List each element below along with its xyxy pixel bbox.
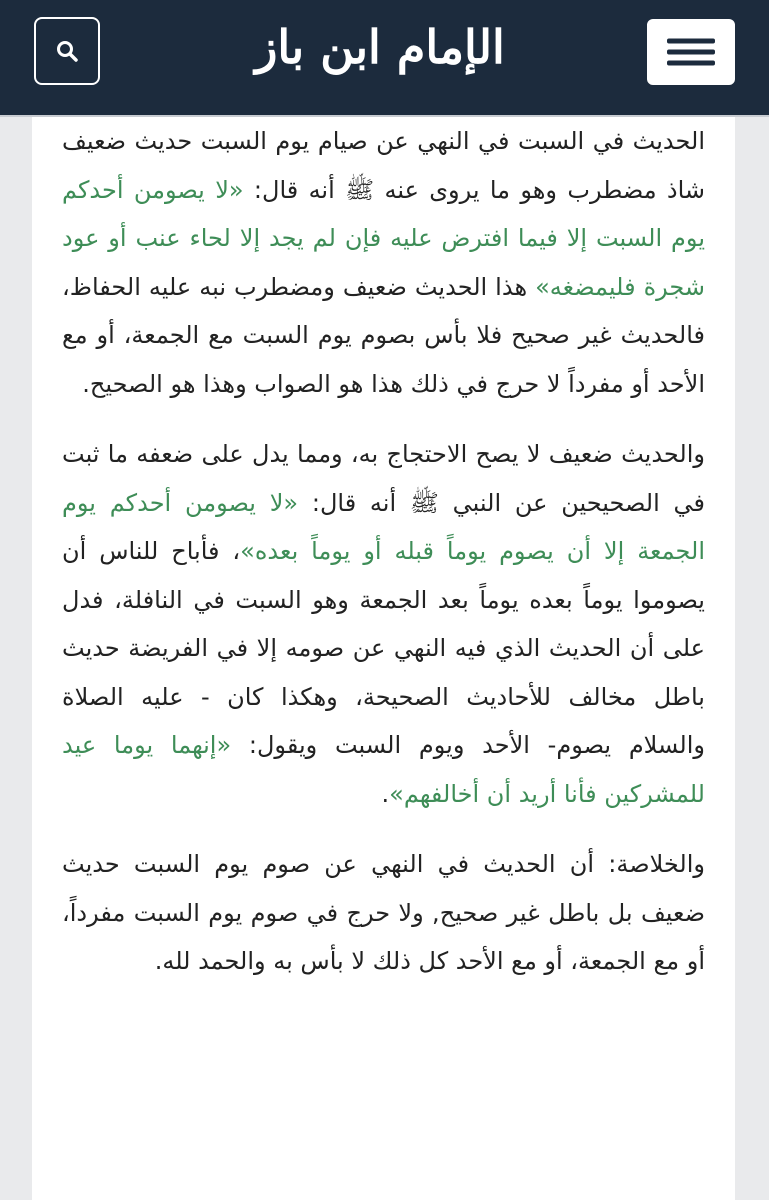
paragraph-text: هذا الحديث ضعيف ومضطرب نبه عليه الحفاظ، فالحديث غير صحيح فلا بأس بصوم يوم السبت مع الجمعة، أو مع الأحد أو مفرداً لا حرج في ذلك هذا هو الصواب وهذا هو الصحيح. bbox=[62, 272, 705, 398]
hadith-quote: «لا يصومن أحدكم يوم السبت إلا فيما افترض عليه فإن لم يجد إلا لحاء عنب أو عود شجرة فليمضغه» bbox=[62, 175, 705, 301]
article-paragraph-3 bbox=[62, 840, 705, 986]
hadith-quote: «لا يصومن أحدكم يوم الجمعة إلا أن يصوم يوماً قبله أو يوماً بعده» bbox=[62, 488, 705, 565]
paragraph-text: والحديث ضعيف لا يصح الاحتجاج به، ومما يدل على ضعفه ما ثبت في الصحيحين عن النبي ﷺ أنه قال: bbox=[62, 440, 706, 517]
article-content bbox=[32, 117, 735, 1200]
paragraph-text: . bbox=[381, 779, 390, 808]
site-logo[interactable] bbox=[240, 12, 520, 102]
search-icon bbox=[55, 39, 79, 63]
logo-text: الإمام ابن باز bbox=[255, 20, 505, 74]
site-header bbox=[0, 0, 769, 117]
search-button[interactable] bbox=[34, 17, 100, 85]
hamburger-menu-icon bbox=[667, 33, 715, 72]
article-paragraph-1 bbox=[62, 117, 705, 408]
paragraph-text: ، فأباح للناس أن يصوموا يوماً بعده يوماً بعد الجمعة وهو السبت في النافلة، فدل على أن الحديث الذي فيه النهي عن صومه إلا في الفريضة حديث باطل مخالف للأحاديث الصحيحة، وهكذا كان - عليه الصلاة والسلام يصوم- الأحد ويوم السبت ويقول: bbox=[62, 537, 705, 759]
paragraph-text: الحديث في السبت في النهي عن صيام يوم السبت حديث ضعيف شاذ مضطرب وهو ما يروى عنه ﷺ أنه قال: bbox=[62, 127, 705, 204]
menu-button[interactable] bbox=[645, 17, 737, 87]
article-paragraph-2 bbox=[62, 430, 705, 818]
hadith-quote: «إنهما يوما عيد للمشركين فأنا أريد أن أخالفهم» bbox=[62, 731, 705, 808]
paragraph-text: والخلاصة: أن الحديث في النهي عن صوم يوم السبت حديث ضعيف بل باطل غير صحيح, ولا حرج في صوم يوم السبت مفرداً، أو مع الجمعة، أو مع الأحد كل ذلك لا بأس به والحمد لله. bbox=[62, 850, 705, 975]
